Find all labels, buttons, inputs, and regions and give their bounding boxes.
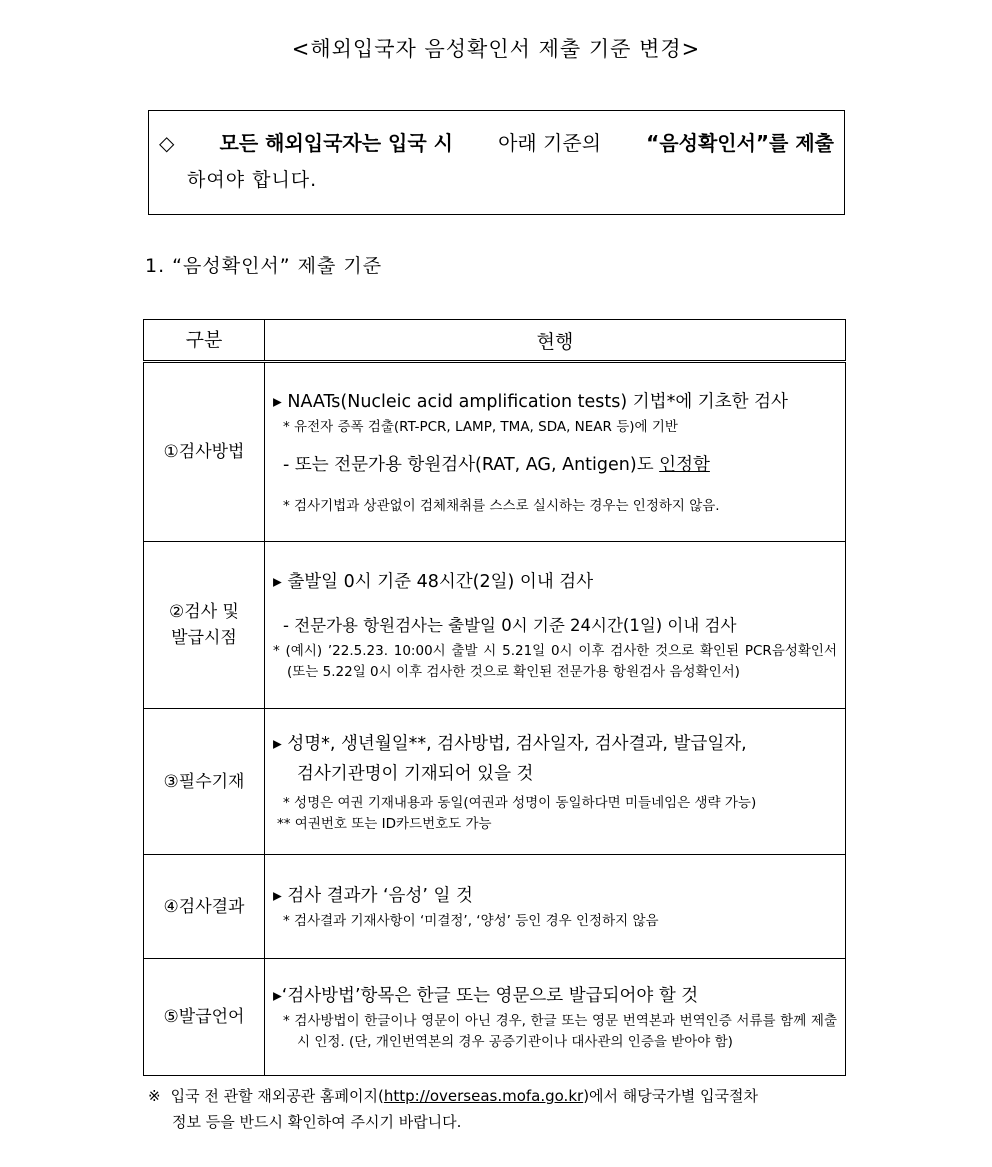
page-title: <해외입국자 음성확인서 제출 기준 변경>	[291, 37, 701, 61]
row-content	[265, 855, 846, 959]
row-content	[265, 362, 846, 542]
row-note: * (예시) ’22.5.23. 10:00시 출발 시 5.21일 0시 이후 검사한 것으로 확인된 PCR음성확인서(또는 5.22일 0시 이후 검사한 것으로 확인된 전문가용 항원검사 음성확인서)	[273, 643, 837, 680]
row-label-line1: ②검사 및	[169, 602, 239, 622]
footer-note	[148, 1083, 850, 1135]
row-note: * 검사방법이 한글이나 영문이 아닌 경우, 한글 또는 영문 번역본과 번역인증 서류를 함께 제출 시 인정. (단, 개인번역본의 경우 공증기관이나 대사관의 인증을 받아야 함)	[283, 1013, 837, 1050]
row-main-text: ▸‘검사방법’항목은 한글 또는 영문으로 발급되어야 할 것	[273, 986, 699, 1006]
header-current: 현행	[265, 320, 846, 362]
row-sub-text	[273, 450, 837, 480]
sub-text-a: - 또는 전문가용 항원검사(RAT, AG, Antigen)도	[283, 455, 654, 475]
row-main-text: ▸ 검사 결과가 ‘음성’ 일 것	[273, 886, 473, 906]
table-row	[144, 542, 846, 709]
row-note: * 유전자 증폭 검출(RT-PCR, LAMP, TMA, SDA, NEAR 등)에 기반	[283, 419, 678, 435]
row-content	[265, 959, 846, 1076]
row-main-text: ▸ 출발일 0시 기준 48시간(2일) 이내 검사	[273, 572, 594, 592]
row-content	[265, 542, 846, 709]
notice-box	[148, 110, 845, 215]
reference-mark-icon: ※	[148, 1087, 161, 1105]
footer-text-line2: 정보 등을 반드시 확인하여 주시기 바랍니다.	[172, 1113, 462, 1131]
row-main-text-cont: 검사기관명이 기재되어 있을 것	[297, 763, 534, 784]
row-content	[265, 709, 846, 855]
row-label: ④검사결과	[144, 855, 265, 959]
table-row	[144, 855, 846, 959]
row-note: ** 여권번호 또는 ID카드번호도 가능	[277, 815, 492, 832]
table-row	[144, 959, 846, 1076]
header-category: 구분	[144, 320, 265, 362]
row-note: * 검사결과 기재사항이 ‘미결정’, ‘양성’ 등인 경우 인정하지 않음	[283, 913, 659, 929]
table-row	[144, 709, 846, 855]
row-main-text: ▸ 성명*, 생년월일**, 검사방법, 검사일자, 검사결과, 발급일자,	[273, 733, 747, 754]
section-title: 1. “음성확인서” 제출 기준	[145, 255, 383, 277]
row-label: ①검사방법	[144, 362, 265, 542]
criteria-table	[143, 319, 846, 1076]
footer-text-post: )에서 해당국가별 입국절차	[583, 1087, 758, 1105]
notice-text-part3: “음성확인서”를 제출	[646, 131, 834, 155]
notice-text-part2: 아래 기준의	[498, 131, 602, 155]
row-note: * 검사기법과 상관없이 검체채취를 스스로 실시하는 경우는 인정하지 않음.	[283, 498, 720, 514]
row-label: ⑤발급언어	[144, 959, 265, 1076]
row-label	[144, 542, 265, 709]
row-note: * 성명은 여권 기재내용과 동일(여권과 성명이 동일하다면 미들네임은 생략 가능)	[283, 794, 757, 811]
row-label-line2: 발급시점	[171, 628, 237, 648]
table-row	[144, 362, 846, 542]
notice-text-line2: 하여야 합니다.	[187, 169, 318, 191]
row-main-text: ▸ NAATs(Nucleic acid amplification tests) 기법*에 기초한 검사	[273, 392, 788, 412]
diamond-icon: ◇	[159, 131, 175, 155]
table-header-row	[144, 320, 846, 362]
footer-text-pre: 입국 전 관할 재외공관 홈페이지(	[170, 1087, 384, 1105]
row-label: ③필수기재	[144, 709, 265, 855]
sub-text-b: 인정함	[659, 455, 710, 475]
row-sub-text: - 전문가용 항원검사는 출발일 0시 기준 24시간(1일) 이내 검사	[283, 616, 737, 635]
notice-text-part1: 모든 해외입국자는 입국 시	[219, 131, 453, 155]
footer-link[interactable]: http://overseas.mofa.go.kr	[383, 1087, 584, 1105]
